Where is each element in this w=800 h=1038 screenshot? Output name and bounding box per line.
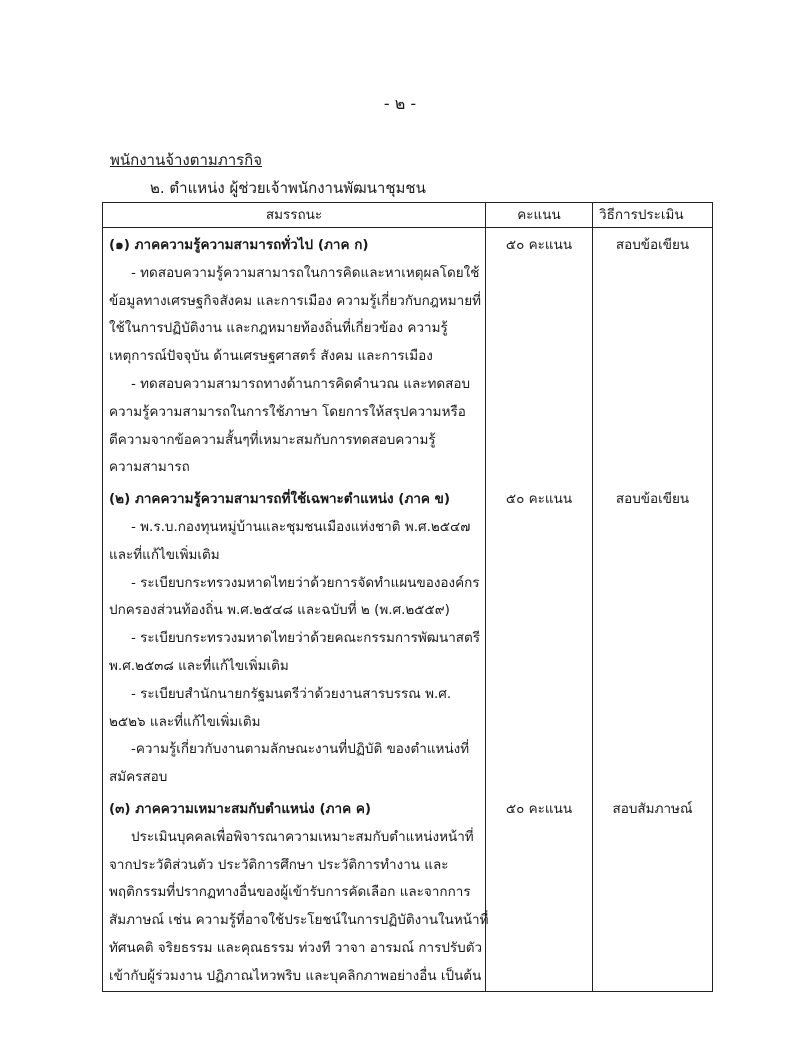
competency-cell [103,482,486,792]
competency-text-line: ใช้ในการปฏิบัติงาน และกฎหมายท้องถิ่นที่เกี่ยวข้อง ความรู้ [109,320,448,337]
page-number: - ๒ - [383,94,417,113]
method-cell: สอบข้อเขียน [593,482,713,792]
competency-text-line: - ระเบียบกระทรวงมหาดไทยว่าด้วยการจัดทำแผนขององค์กร [131,574,480,591]
score-cell: ๕๐ คะแนน [486,228,593,483]
part-title: (๑) ภาคความรู้ความสามารถทั่วไป (ภาค ก) [109,237,369,253]
header-score: คะแนน [486,203,593,228]
competency-text-line: และที่แก้ไขเพิ่มเติม [109,546,220,563]
competency-text-line: จากประวัติส่วนตัว ประวัติการศึกษา ประวัติการทำงาน และ [109,856,449,873]
competency-text-line: เหตุการณ์ปัจจุบัน ด้านเศรษฐศาสตร์ สังคม และการเมือง [109,348,433,365]
score-cell: ๕๐ คะแนน [486,482,593,792]
competency-cell [103,792,489,991]
competency-text-line: ข้อมูลทางเศรษฐกิจสังคม และการเมือง ความรู้เกี่ยวกับกฎหมายที่ [109,292,482,309]
competency-text-line: ตีความจากข้อความสั้นๆที่เหมาะสมกับการทดสอบความรู้ [109,431,436,448]
competency-text-line: ทัศนคติ จริยธรรม และคุณธรรม ท่วงที วาจา อารมณ์ การปรับตัว [109,939,483,956]
competency-text-line: สัมภาษณ์ เช่น ความรู้ที่อาจใช้ประโยชน์ในการปฏิบัติงานในหน้าที่ [109,912,489,929]
competency-text-line: ความสามารถ [109,459,190,476]
table-row [103,228,713,483]
competency-text-line: - พ.ร.บ.กองทุนหมู่บ้านและชุมชนเมืองแห่งชาติ พ.ศ.๒๕๔๗ [131,518,471,535]
competency-text-line: - ทดสอบความรู้ความสามารถในการคิดและหาเหตุผลโดยใช้ [131,264,480,281]
competency-text-line: พ.ศ.๒๕๓๘ และที่แก้ไขเพิ่มเติม [109,657,289,674]
competency-text-line: สมัครสอบ [109,769,168,786]
competency-text-line: -ความรู้เกี่ยวกับงานตามลักษณะงานที่ปฏิบัติ ของตำแหน่งที่ [131,741,470,758]
competency-cell [103,228,486,483]
competency-text-line: เข้ากับผู้ร่วมงาน ปฏิภาณไหวพริบ และบุคลิกภาพอย่างอื่น เป็นต้น [109,967,482,984]
header-method: วิธีการประเมิน [593,203,713,228]
competency-text-line: - ทดสอบความสามารถทางด้านการคิดคำนวณ และทดสอบ [131,375,471,392]
criteria-table [102,202,713,992]
part-title: (๒) ภาคความรู้ความสามารถที่ใช้เฉพาะตำแหน่ง (ภาค ข) [109,491,451,508]
table-row [103,482,713,792]
competency-text-line: ๒๕๒๖ และที่แก้ไขเพิ่มเติม [109,713,261,730]
table-header-row [103,203,713,228]
part-title: (๓) ภาคความเหมาะสมกับตำแหน่ง (ภาค ค) [109,800,372,817]
competency-text-line: ประเมินบุคคลเพื่อพิจารณาความเหมาะสมกับตำแหน่งหน้าที่ [131,828,474,845]
table-body [103,228,713,992]
competency-text-line: - ระเบียบสำนักนายกรัฐมนตรีว่าด้วยงานสารบรรณ พ.ศ. [131,685,452,702]
competency-text-line: ปกครองส่วนท้องถิ่น พ.ศ.๒๕๔๘ และฉบับที่ ๒ (พ.ศ.๒๕๕๙) [109,602,450,619]
score-cell: ๕๐ คะแนน [486,792,593,991]
method-cell: สอบสัมภาษณ์ [593,792,713,991]
table-row [103,792,713,991]
position-title: ๒. ตำแหน่ง ผู้ช่วยเจ้าพนักงานพัฒนาชุมชน [150,179,426,197]
competency-text-line: - ระเบียบกระทรวงมหาดไทยว่าด้วยคณะกรรมการพัฒนาสตรี [131,630,481,647]
header-competency: สมรรถนะ [103,203,486,228]
competency-text-line: ความรู้ความสามารถในการใช้ภาษา โดยการให้สรุปความหรือ [109,403,466,420]
method-cell: สอบข้อเขียน [593,228,713,483]
competency-text-line: พฤติกรรมที่ปรากฏทางอื่นของผู้เข้ารับการคัดเลือก และจากการ [109,884,471,901]
section-heading: พนักงานจ้างตามภารกิจ [110,151,263,169]
